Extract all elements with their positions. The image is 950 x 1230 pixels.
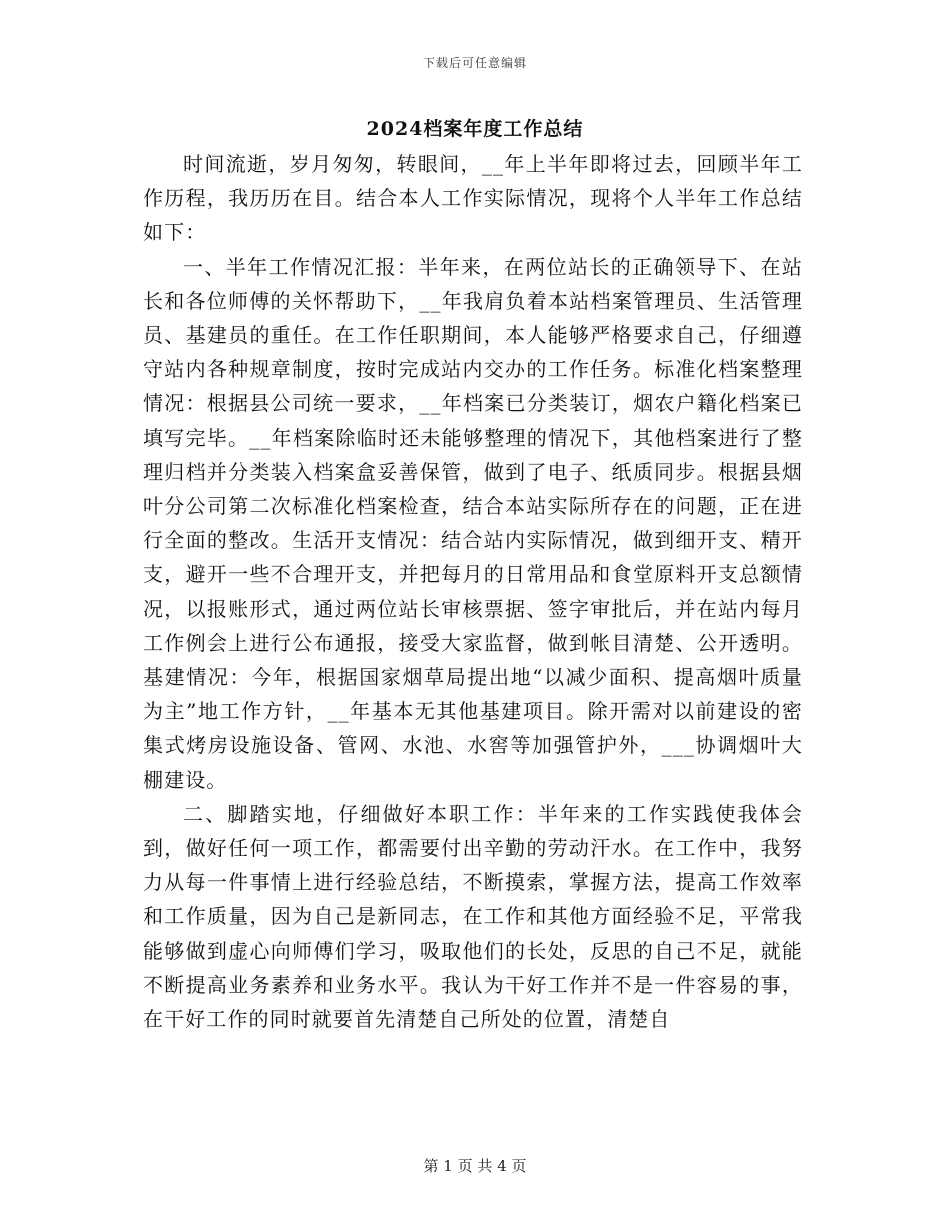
- paragraph-intro: 时间流逝，岁月匆匆，转眼间，__年上半年即将过去，回顾半年工作历程，我历历在目。结合本人工作实际情况，现将个人半年工作总结如下：: [143, 152, 803, 245]
- document-title: 2024档案年度工作总结: [366, 118, 584, 140]
- page-number: 第 1 页 共 4 页: [423, 1157, 527, 1175]
- paragraph-section-1: 一、半年工作情况汇报：半年来，在两位站长的正确领导下、在站长和各位师傅的关怀帮助下，__年我肩负着本站档案管理员、生活管理员、基建员的重任。在工作任职期间，本人能够严格要求自己，仔细遵守站内各种规章制度，按时完成站内交办的工作任务。标准化档案整理情况：根据县公司统一要求，__年档案已分类装订，烟农户籍化档案已填写完毕。__年档案除临时还未能够整理的情况下，其他档案进行了整理归档并分类装入档案盒妥善保管，做到了电子、纸质同步。根据县烟叶分公司第二次标准化档案检查，结合本站实际所存在的问题，正在进行全面的整改。生活开支情况：结合站内实际情况，做到细开支、精开支，避开一些不合理开支，并把每月的日常用品和食堂原料开支总额情况，以报账形式，通过两位站长审核票据、签字审批后，并在站内每月工作例会上进行公布通报，接受大家监督，做到帐目清楚、公开透明。基建情况：今年，根据国家烟草局提出地“以减少面积、提高烟叶质量为主”地工作方针，__年基本无其他基建项目。除开需对以前建设的密集式烤房设施设备、管网、水池、水窖等加强管护外，___协调烟叶大棚建设。: [143, 254, 803, 792]
- document-body: [143, 147, 803, 1036]
- paragraph-section-2: 二、脚踏实地，仔细做好本职工作：半年来的工作实践使我体会到，做好任何一项工作，都需要付出辛勤的劳动汗水。在工作中，我努力从每一件事情上进行经验总结，不断摸索，掌握方法，提高工作效率和工作质量，因为自己是新同志，在工作和其他方面经验不足，平常我能够做到虚心向师傅们学习，吸取他们的长处，反思的自己不足，就能不断提高业务素养和业务水平。我认为干好工作并不是一件容易的事，在干好工作的同时就要首先清楚自己所处的位置，清楚自: [143, 801, 803, 1032]
- page-header-note: 下载后可任意编辑: [422, 56, 527, 70]
